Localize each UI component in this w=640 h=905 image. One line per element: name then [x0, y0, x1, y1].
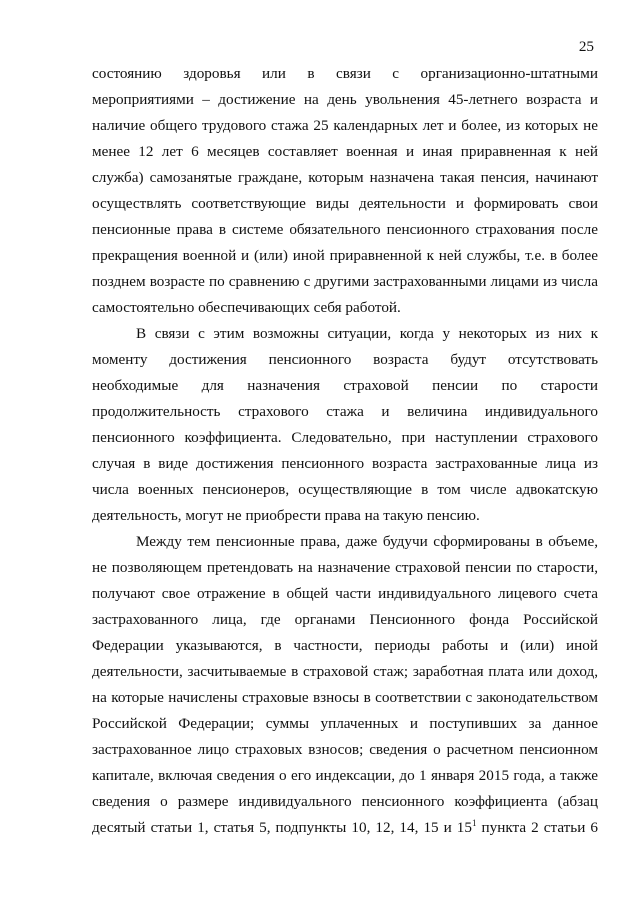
text-line: менее 12 лет 6 месяцев составляет военная и иная приравненная к ней [92, 143, 598, 160]
text-line [92, 815, 598, 841]
text-line: самостоятельно обеспечивающих себя работой. [92, 299, 401, 316]
text-line: случая в виде достижения пенсионного возраста застрахованные лица из [92, 455, 598, 472]
text-line: пенсионного коэффициента. Следовательно, при наступлении страхового [92, 429, 598, 446]
text-line: наличие общего трудового стажа 25 календарных лет и более, из которых не [92, 117, 598, 134]
text-line: необходимые для назначения страховой пенсии по старости [92, 377, 598, 394]
text-line: сведения о размере индивидуального пенсионного коэффициента (абзац [92, 793, 598, 810]
document-body [92, 61, 598, 841]
text-line: мероприятиями – достижение на день увольнения 45-летнего возраста и [92, 91, 598, 108]
text-line: получают свое отражение в общей части индивидуального лицевого счета [92, 585, 598, 602]
text-line: застрахованное лицо страховых взносов; сведения о расчетном пенсионном [92, 741, 598, 758]
text-line: служба) самозанятые граждане, которым назначена такая пенсия, начинают [92, 169, 598, 186]
paragraph [92, 529, 598, 841]
text-line: позднем возрасте по сравнению с другими застрахованными лицами из числа [92, 273, 598, 290]
page-number: 25 [578, 38, 594, 55]
text-line: капитале, включая сведения о его индексации, до 1 января 2015 года, а также [92, 767, 598, 784]
superscript: 1 [472, 818, 477, 828]
text-line: осуществлять соответствующие виды деятельности и формировать свои [92, 195, 598, 212]
text-line: деятельности, засчитываемые в страховой стаж; заработная плата или доход, [92, 663, 598, 680]
text-line: Российской Федерации; суммы уплаченных и поступивших за данное [92, 715, 598, 732]
text-line: продолжительность страхового стажа и величина индивидуального [92, 403, 598, 420]
paragraph [92, 61, 598, 321]
text-line: числа военных пенсионеров, осуществляющие в том числе адвокатскую [92, 481, 598, 498]
text-line: пенсионные права в системе обязательного пенсионного страхования после [92, 221, 598, 238]
text-line: состоянию здоровья или в связи с организационно-штатными [92, 65, 598, 82]
paragraph [92, 321, 598, 529]
text-line: на которые начислены страховые взносы в соответствии с законодательством [92, 689, 598, 706]
text-line: В связи с этим возможны ситуации, когда у некоторых из них к [136, 325, 598, 342]
text-line: моменту достижения пенсионного возраста будут отсутствовать [92, 351, 598, 368]
text-line: застрахованного лица, где органами Пенсионного фонда Российской [92, 611, 598, 628]
text-line: Федерации указываются, в частности, периоды работы и (или) иной [92, 637, 598, 654]
text-run: десятый статьи 1, статья 5, подпункты 10, 12, 14, 15 и 15 [92, 819, 472, 836]
text-line: не позволяющем претендовать на назначение страховой пенсии по старости, [92, 559, 598, 576]
text-line: прекращения военной и (или) иной приравненной к ней службы, т.е. в более [92, 247, 598, 264]
text-line: Между тем пенсионные права, даже будучи сформированы в объеме, [136, 533, 598, 550]
text-run: пункта 2 статьи 6 [476, 819, 598, 836]
text-line: деятельность, могут не приобрести права на такую пенсию. [92, 507, 480, 524]
